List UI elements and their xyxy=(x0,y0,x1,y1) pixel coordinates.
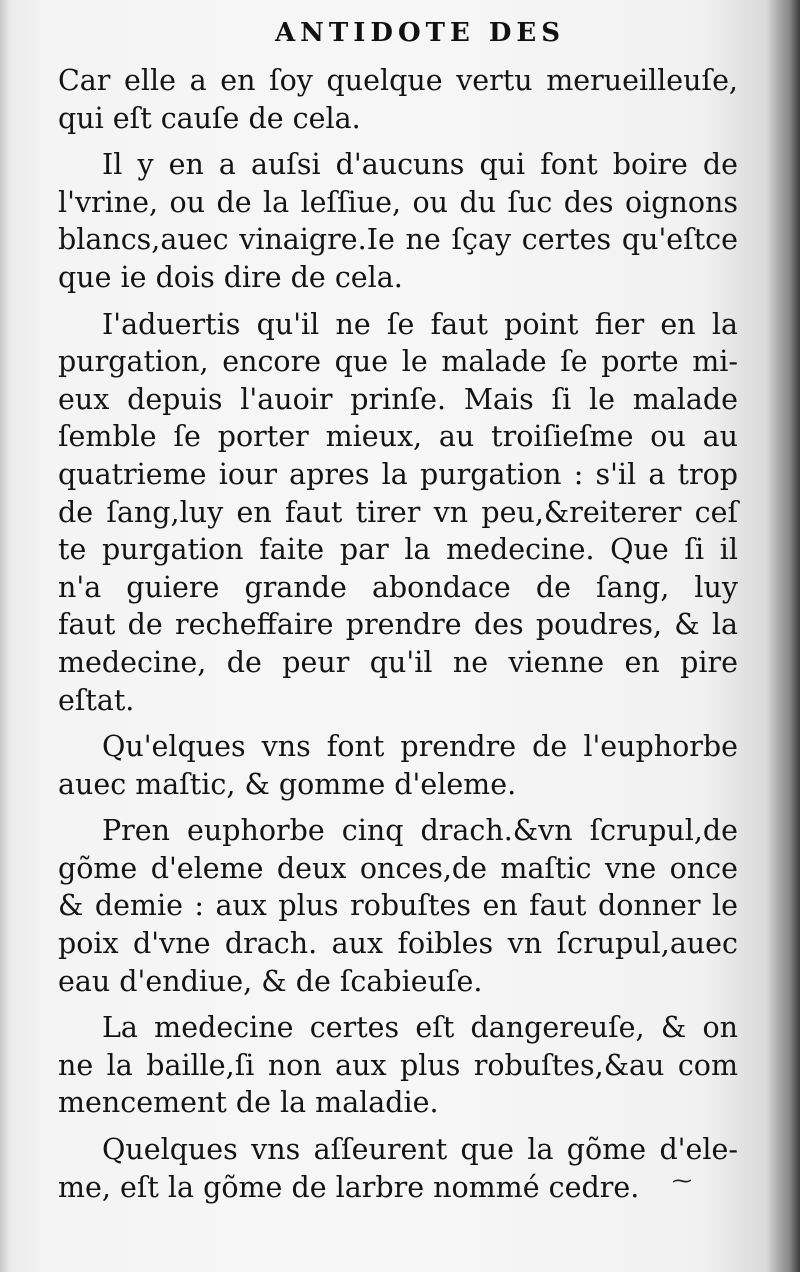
text-line: Il y en a auſsi d'aucuns qui font boire de xyxy=(102,148,738,182)
text-line: Car elle a en ſoy quelque vertu merueilleuſe, xyxy=(58,64,738,97)
text-line: l'vrine, ou de la leſſiue, ou du ſuc des oignons xyxy=(58,185,738,219)
paragraph-5 xyxy=(58,812,738,1000)
text-line: Quelques vns aſſeurent que la gõme d'ele- xyxy=(102,1133,738,1167)
text-line: auec maſtic, & gomme d'eleme. xyxy=(58,767,517,801)
text-line: gõme d'eleme deux onces,de maſtic vne once xyxy=(58,851,738,885)
gutter-shadow xyxy=(0,0,10,1272)
running-header xyxy=(0,18,800,48)
paragraph-3 xyxy=(58,306,738,720)
paragraph-7 xyxy=(58,1131,738,1206)
text-line: purgation, encore que le malade ſe porte mi- xyxy=(58,345,738,379)
ornament-mark: ⁓ xyxy=(672,1168,692,1192)
text-line: La medecine certes eſt dangereuſe, & on xyxy=(102,1011,738,1045)
text-line: I'aduertis qu'il ne ſe faut point fier en la xyxy=(102,307,738,341)
text-line: medecine, de peur qu'il ne vienne en pire xyxy=(58,645,738,679)
text-line: Pren euphorbe cinq drach.&vn ſcrupul,de xyxy=(102,814,738,848)
paragraph-6 xyxy=(58,1009,738,1122)
text-line: faut de recheffaire prendre des poudres, & la xyxy=(58,608,738,642)
paragraph-2 xyxy=(58,146,738,296)
text-line: eux depuis l'auoir prinſe. Mais ſi le malade xyxy=(58,382,738,416)
running-title: ANTIDOTE DES xyxy=(274,18,565,48)
text-line: de ſang,luy en faut tirer vn peu,&reiterer ceſ xyxy=(58,495,738,529)
text-line: qui eſt cauſe de cela. xyxy=(58,101,361,135)
text-line: ne la baille,ſi non aux plus robuſtes,&au com xyxy=(58,1048,738,1082)
page-edge-shadow xyxy=(766,0,800,1272)
paragraph-4 xyxy=(58,728,738,803)
text-line: & demie : aux plus robuſtes en faut donner le xyxy=(58,889,738,923)
text-line: me, eſt la gõme de larbre nommé cedre. xyxy=(58,1170,640,1204)
text-line: blancs,auec vinaigre.Ie ne ſçay certes qu'eſtce xyxy=(58,223,738,257)
text-line: Qu'elques vns font prendre de l'euphorbe xyxy=(102,730,738,764)
text-line: ſemble ſe porter mieux, au troiſieſme ou au xyxy=(58,420,738,454)
text-line: n'a guiere grande abondace de ſang, luy xyxy=(58,570,738,604)
text-line: quatrieme iour apres la purgation : s'il a trop xyxy=(58,457,738,491)
paragraph-1 xyxy=(58,62,738,137)
text-body xyxy=(58,62,738,1215)
text-line: te purgation faite par la medecine. Que ſi il xyxy=(58,533,738,567)
text-line: eau d'endiue, & de ſcabieuſe. xyxy=(58,964,483,998)
text-line: eſtat. xyxy=(58,683,135,717)
text-line: que ie dois dire de cela. xyxy=(58,260,403,294)
text-line: poix d'vne drach. aux foibles vn ſcrupul,auec xyxy=(58,927,738,961)
text-line: mencement de la maladie. xyxy=(58,1086,439,1120)
